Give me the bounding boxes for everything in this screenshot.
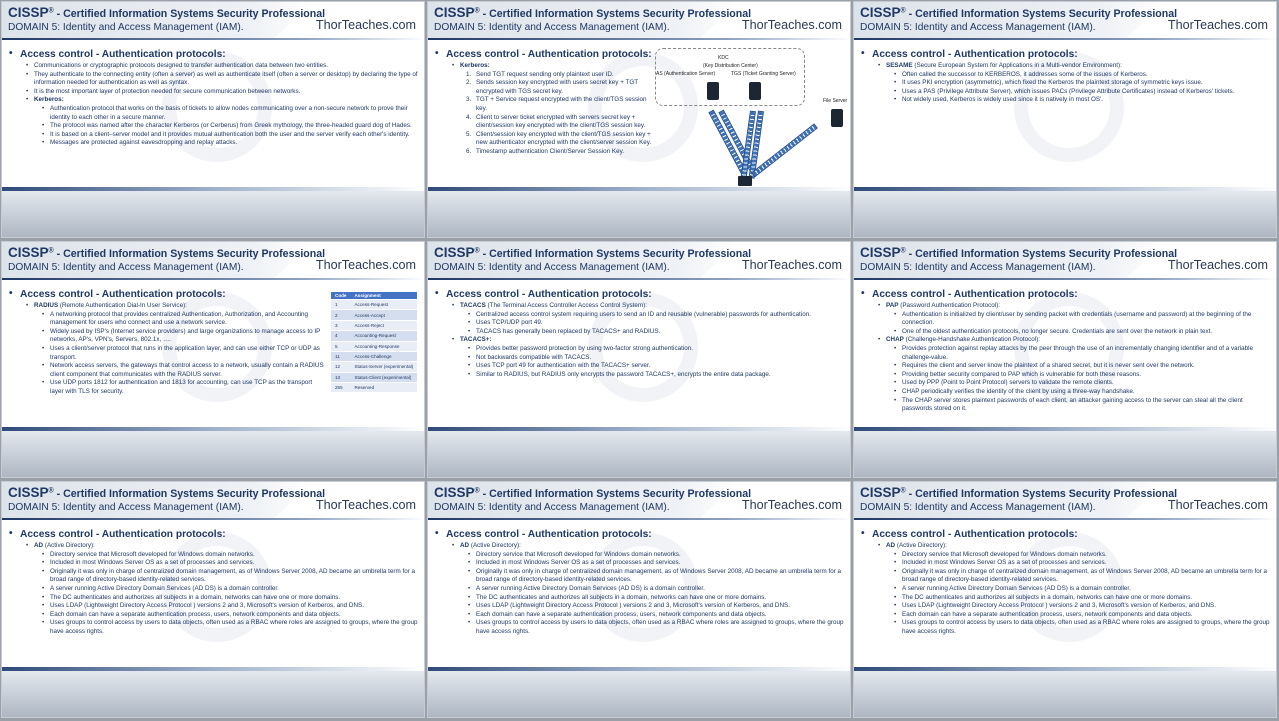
sub-bullet: • Similar to RADIUS, but RADIUS only encrypts the password TACACS+, encrypts the entire data package. — [476, 371, 846, 380]
client-laptop-icon — [738, 176, 752, 186]
sub-bullet: • It is based on a client–server model and it provides mutual authentication both the user and the server verify each other's identity. — [50, 131, 420, 140]
sub-bullet: • A networking protocol that provides centralized Authentication, Authorization, and Accounting management for users who connect and use a network service. — [50, 311, 326, 328]
radius-codes-table — [331, 292, 417, 392]
step: 1. Send TGT request sending only plaintext user ID. — [466, 70, 614, 78]
sub-bullet: • A server running Active Directory Domain Services (AD DS) is a domain controller. — [476, 585, 846, 594]
bullet-kerberos: • Kerberos: • Authentication protocol that works on the basis of tickets to allow nodes communicating over a non-secure network to prove their identity to each other in a secure manner. • The protocol was named after the character Kerberos (or Cerberus) from Greek mythology, the three-headed guard dog of Hades. • It is based on a client–server model and it provides mutual authentication both the user and the server verify each other's identity. • Messages are protected against eavesdropping and replay attacks. — [34, 96, 420, 148]
sub-bullet: • Provides better password protection by using two-factor strong authentication. — [476, 345, 846, 354]
slide-title: CISSP® - Certified Information Systems Security Professional — [8, 485, 326, 500]
brand-name: ThorTeaches.com — [1167, 258, 1268, 272]
file-server-label: File Server — [823, 98, 848, 104]
sub-bullet: • Use UDP ports 1812 for authentication and 1813 for accounting, can use TCP as the transport layer with TLS for security. — [50, 379, 326, 396]
bullet-pap: • PAP (Password Authentication Protocol): • Authentication is initialized by client/user by sending packet with credentials (username and password) at the beginning of the connection. • One of the oldest authentication protocols, no longer secure. Credentials are sent over the network in plain text. — [886, 302, 1272, 336]
slide-title: CISSP® - Certified Information Systems Security Professional — [434, 5, 752, 20]
step: 4. Client to server ticket encrypted with servers secret key + client/session key encrypted with the client/TGS session key. — [466, 113, 646, 130]
slide-subtitle: DOMAIN 5: Identity and Access Management (IAM). — [860, 22, 1096, 33]
sub-bullet: • Each domain can have a separate authentication process, users, network components and data objects. — [902, 611, 1272, 620]
sub-bullet: • Uses a PAS (Privilege Attribute Server), which issues PACs (Privilege Attribute Certificates) instead of Kerberos' tickets. — [902, 88, 1272, 97]
bullet-chap: • CHAP (Challenge-Handshake Authentication Protocol): • Provides protection against replay attacks by the peer through the use of an incrementally changing identifier and of a variable challenge-value. • Requires the client and server know the plaintext of a shared secret, but it is never sent over the network. • Providing better security compared to PAP which is vulnerable for both these reasons. • Used by PPP (Point to Point Protocol) servers to validate the remote clients. • CHAP periodically verifies the identity of the client by using a three-way handshake. • The CHAP server stores plaintext passwords of each client, an attacker gaining access to the server can steal all the client passwords stored on it. — [886, 336, 1272, 413]
slide-sesame[interactable] — [853, 1, 1277, 238]
sub-bullet: • Providing better security compared to PAP which is vulnerable for both these reasons. — [902, 371, 1272, 380]
sub-bullet: • Originally it was only in charge of centralized domain management, as of Windows Server 2008, AD became an umbrella term for a broad range of directory-based identity-related services. — [50, 568, 420, 585]
header-divider — [854, 278, 1277, 280]
sub-bullet: • Uses TCP/UDP port 49. — [476, 319, 846, 328]
header-divider — [854, 38, 1277, 40]
slide-footer — [428, 187, 851, 237]
slide-active-directory[interactable] — [427, 481, 851, 718]
slide-active-directory[interactable] — [853, 481, 1277, 718]
slide-subtitle: DOMAIN 5: Identity and Access Management (IAM). — [860, 502, 1096, 513]
slide-heading: • Access control - Authentication protocols: — [860, 49, 1272, 60]
slide-kerberos-steps[interactable] — [427, 1, 851, 238]
slide-heading: • Access control - Authentication protocols: — [434, 289, 846, 300]
bullet-ad: • AD (Active Directory): • Directory service that Microsoft developed for Windows domain networks. • Included in most Windows Server OS as a set of processes and services. • Originally it was only in charge of centralized domain management, as of Windows Server 2008, AD became an umbrella term for a broad range of directory-based identity-related services. • A server running Active Directory Domain Services (AD DS) is a domain controller. • The DC authenticates and authorizes all subjects in a domain, networks can have one or more domains. • Uses LDAP (Lightweight Directory Access Protocol ) versions 2 and 3, Microsoft's version of Kerberos, and DNS. • Each domain can have a separate authentication process, users, network components and data objects. • Uses groups to control access by users to data objects, often used as a RBAC where roles are assigned to groups, where the group have access rights. — [886, 542, 1272, 637]
sub-bullet: • Each domain can have a separate authentication process, users, network components and data objects. — [476, 611, 846, 620]
table-header-code: Code — [331, 292, 350, 300]
sub-bullet: • Often called the successor to KERBEROS, it addresses some of the issues of Kerberos. — [902, 71, 1272, 80]
sub-bullet: • The DC authenticates and authorizes all subjects in a domain, networks can have one or more domains. — [476, 594, 846, 603]
sub-bullet: • Requires the client and server know the plaintext of a shared secret, but it is never sent over the network. — [902, 362, 1272, 371]
sub-bullet: • Directory service that Microsoft developed for Windows domain networks. — [50, 551, 420, 560]
sub-bullet: • Not backwards compatible with TACACS. — [476, 354, 846, 363]
sub-bullet: • CHAP periodically verifies the identity of the client by using a three-way handshake. — [902, 388, 1272, 397]
bullet-ad: • AD (Active Directory): • Directory service that Microsoft developed for Windows domain networks. • Included in most Windows Server OS as a set of processes and services. • Originally it was only in charge of centralized domain management, as of Windows Server 2008, AD became an umbrella term for a broad range of directory-based identity-related services. • A server running Active Directory Domain Services (AD DS) is a domain controller. • The DC authenticates and authorizes all subjects in a domain, networks can have one or more domains. • Uses LDAP (Lightweight Directory Access Protocol ) versions 2 and 3, Microsoft's version of Kerberos, and DNS. • Each domain can have a separate authentication process, users, network components and data objects. • Uses groups to control access by users to data objects, often used as a RBAC where roles are assigned to groups, where the group have access rights. — [34, 542, 420, 637]
tgs-label: TGS (Ticket Granting Server) — [731, 71, 796, 77]
slide-radius[interactable] — [1, 241, 425, 478]
brand-name: ThorTeaches.com — [741, 18, 842, 32]
slide-subtitle: DOMAIN 5: Identity and Access Management (IAM). — [434, 22, 670, 33]
slide-footer — [854, 187, 1277, 237]
bullet: • They authenticate to the connecting entity (often a server) as well as authenticate itself (often a server or desktop) by declaring the type of information needed for authentication as well as syntax. — [34, 71, 420, 88]
sub-bullet: • One of the oldest authentication protocols, no longer secure. Credentials are sent over the network in plain text. — [902, 328, 1272, 337]
sub-bullet: • The DC authenticates and authorizes all subjects in a domain, networks can have one or more domains. — [902, 594, 1272, 603]
sub-bullet: • Uses LDAP (Lightweight Directory Access Protocol ) versions 2 and 3, Microsoft's version of Kerberos, and DNS. — [902, 602, 1272, 611]
slide-heading: • Access control - Authentication protocols: — [860, 529, 1272, 540]
brand-name: ThorTeaches.com — [315, 18, 416, 32]
tgs-server-icon — [749, 82, 761, 100]
sub-bullet: • Uses LDAP (Lightweight Directory Access Protocol ) versions 2 and 3, Microsoft's version of Kerberos, and DNS. — [50, 602, 420, 611]
sub-bullet: • The DC authenticates and authorizes all subjects in a domain, networks can have one or more domains. — [50, 594, 420, 603]
sub-bullet: • Messages are protected against eavesdropping and replay attacks. — [50, 139, 420, 148]
brand-name: ThorTeaches.com — [741, 498, 842, 512]
sub-bullet: • The CHAP server stores plaintext passwords of each client, an attacker gaining access to the server can steal all the client passwords stored on it. — [902, 397, 1272, 414]
step: 2. Sends session key encrypted with users secret key + TGT encrypted with TGS secret key. — [466, 79, 638, 95]
table-row: 13 Status-Client (experimental) — [331, 372, 417, 382]
slide-subtitle: DOMAIN 5: Identity and Access Management (IAM). — [8, 502, 244, 513]
brand-name: ThorTeaches.com — [315, 258, 416, 272]
sub-bullet: • A server running Active Directory Domain Services (AD DS) is a domain controller. — [50, 585, 420, 594]
sub-bullet: • Included in most Windows Server OS as a set of processes and services. — [476, 559, 846, 568]
slide-title: CISSP® - Certified Information Systems Security Professional — [860, 245, 1178, 260]
slide-heading: • Access control - Authentication protocols: — [8, 49, 420, 60]
slide-footer — [854, 667, 1277, 717]
table-row: 1 Access-Request — [331, 300, 417, 310]
slide-subtitle: DOMAIN 5: Identity and Access Management (IAM). — [8, 22, 244, 33]
slide-footer — [2, 187, 425, 237]
slide-body — [8, 529, 420, 637]
as-server-icon — [707, 82, 719, 100]
kdc-full-label: (Key Distribution Center) — [703, 63, 758, 69]
kdc-box — [655, 48, 805, 106]
slide-body — [434, 49, 659, 157]
slide-footer — [2, 427, 425, 477]
header-divider — [428, 38, 851, 40]
sub-bullet: • Included in most Windows Server OS as a set of processes and services. — [50, 559, 420, 568]
sub-bullet: • Uses a client/server protocol that runs in the application layer, and can use either TCP or UDP as transport. — [50, 345, 326, 362]
sub-bullet: • It uses PKI encryption (asymmetric), which fixed the Kerberos the plaintext storage of symmetric keys issue. — [902, 79, 1272, 88]
slide-title: CISSP® - Certified Information Systems Security Professional — [434, 485, 752, 500]
header-divider — [854, 518, 1277, 520]
header-divider — [428, 278, 851, 280]
bullet-tacacs-plus: • TACACS+: • Provides better password protection by using two-factor strong authentication. • Not backwards compatible with TACACS. • Uses TCP port 49 for authentication with the TACACS+ server. • Similar to RADIUS, but RADIUS only encrypts the password TACACS+, encrypts the entire data package. — [460, 336, 846, 379]
bullet-radius: • RADIUS (Remote Authentication Dial-In User Service): • A networking protocol that provides centralized Authentication, Authorization, and Accounting management for users who connect and use a network service. • Widely used by ISP's (Internet service providers) and large organizations to manage access to IP networks, AP's, VPN's, Servers, 802.1x, …. • Uses a client/server protocol that runs in the application layer, and can use either TCP or UDP as transport. • Network access servers, the gateways that control access to a network, usually contain a RADIUS client component that communicates with the RADIUS server. • Use UDP ports 1812 for authentication and 1813 for accounting, can use TCP as the transport layer with TLS for security. — [34, 302, 326, 397]
brand-name: ThorTeaches.com — [315, 498, 416, 512]
table-row: 5 Accounting-Response — [331, 341, 417, 351]
step: 3. TGT + Service request encrypted with the client/TGS session key. — [466, 96, 647, 112]
sub-bullet: • A server running Active Directory Domain Services (AD DS) is a domain controller. — [902, 585, 1272, 594]
sub-bullet: • Uses LDAP (Lightweight Directory Access Protocol ) versions 2 and 3, Microsoft's version of Kerberos, and DNS. — [476, 602, 846, 611]
step: 5. Client/session key encrypted with the client/TGS session key + new authenticator encrypted with the client/server session Key. — [466, 130, 652, 147]
sub-bullet: • Provides protection against replay attacks by the peer through the use of an incrementally changing identifier and of a variable challenge-value. — [902, 345, 1272, 362]
slide-active-directory[interactable] — [1, 481, 425, 718]
slide-title: CISSP® - Certified Information Systems Security Professional — [860, 485, 1178, 500]
sub-bullet: • Network access servers, the gateways that control access to a network, usually contain a RADIUS client component that communicates with the RADIUS server. — [50, 362, 326, 379]
kerberos-diagram — [653, 48, 849, 198]
table-row: 2 Access-Accept — [331, 310, 417, 320]
bullet: • It is the most important layer of protection needed for secure communication between networks. — [34, 88, 420, 97]
table-row: 255 Reserved — [331, 383, 417, 393]
table-header-assignment: Assignment — [350, 292, 417, 300]
slide-body — [434, 289, 846, 379]
table-row: 12 Status-Server (experimental) — [331, 362, 417, 372]
sub-bullet: • Each domain can have a separate authentication process, users, network components and data objects. — [50, 611, 420, 620]
slide-heading: • Access control - Authentication protocols: — [434, 49, 659, 60]
sub-bullet: • Directory service that Microsoft developed for Windows domain networks. — [902, 551, 1272, 560]
slide-heading: • Access control - Authentication protocols: — [8, 289, 326, 300]
kdc-label: KDC — [718, 55, 729, 61]
slide-heading: • Access control - Authentication protocols: — [860, 289, 1272, 300]
sub-bullet: • Included in most Windows Server OS as a set of processes and services. — [902, 559, 1272, 568]
sub-bullet: • Not widely used, Kerberos is widely used since it is natively in most OS'. — [902, 96, 1272, 105]
table-row: 4 Accounting-Request — [331, 331, 417, 341]
sub-bullet: • Uses groups to control access by users to data objects, often used as a RBAC where roles are assigned to groups, where the group have access rights. — [50, 619, 420, 636]
sub-bullet: • Authentication is initialized by client/user by sending packet with credentials (username and password) at the beginning of the connection. — [902, 311, 1272, 328]
bullet-tacacs: • TACACS (The Terminal Access Controller Access Control System): • Centralized access control system requiring users to send an ID and reusable (vulnerable) passwords for authentication. • Uses TCP/UDP port 49. • TACACS has generally been replaced by TACACS+ and RADIUS. — [460, 302, 846, 336]
slide-subtitle: DOMAIN 5: Identity and Access Management (IAM). — [8, 262, 244, 273]
sub-bullet: • Centralized access control system requiring users to send an ID and reusable (vulnerable) passwords for authentication. — [476, 311, 846, 320]
slide-subtitle: DOMAIN 5: Identity and Access Management (IAM). — [434, 502, 670, 513]
slide-footer — [2, 667, 425, 717]
slide-body — [434, 529, 846, 637]
sub-bullet: • Originally it was only in charge of centralized domain management, as of Windows Server 2008, AD became an umbrella term for a broad range of directory-based identity-related services. — [902, 568, 1272, 585]
slide-title: CISSP® - Certified Information Systems Security Professional — [860, 5, 1178, 20]
slide-body — [8, 49, 420, 148]
arrow-client-fileserver — [751, 123, 818, 177]
slide-pap-chap[interactable] — [853, 241, 1277, 478]
sub-bullet: • Uses groups to control access by users to data objects, often used as a RBAC where roles are assigned to groups, where the group have access rights. — [476, 619, 846, 636]
slide-heading: • Access control - Authentication protocols: — [434, 529, 846, 540]
sub-bullet: • TACACS has generally been replaced by TACACS+ and RADIUS. — [476, 328, 846, 337]
slide-body — [860, 289, 1272, 414]
sub-bullet: • Uses TCP port 49 for authentication with the TACACS+ server. — [476, 362, 846, 371]
slide-footer — [428, 667, 851, 717]
brand-name: ThorTeaches.com — [741, 258, 842, 272]
bullet: • Communications or cryptographic protocols designed to transfer authentication data between two entities. — [34, 62, 420, 71]
slide-body — [8, 289, 326, 397]
sub-bullet: • Directory service that Microsoft developed for Windows domain networks. — [476, 551, 846, 560]
table-row: 11 Access-Challenge — [331, 351, 417, 361]
slide-tacacs[interactable] — [427, 241, 851, 478]
step: 6. Timestamp authentication Client/Server Session Key. — [466, 147, 625, 155]
slide-authentication-intro[interactable] — [1, 1, 425, 238]
header-divider — [2, 38, 425, 40]
slide-body — [860, 49, 1272, 105]
as-label: AS (Authentication Server) — [656, 71, 716, 77]
table-row: 3 Access-Reject — [331, 320, 417, 330]
sub-bullet: • Used by PPP (Point to Point Protocol) servers to validate the remote clients. — [902, 379, 1272, 388]
sub-bullet: • Authentication protocol that works on the basis of tickets to allow nodes communicating over a non-secure network to prove their identity to each other in a secure manner. — [50, 105, 420, 122]
slide-footer — [854, 427, 1277, 477]
slide-subtitle: DOMAIN 5: Identity and Access Management (IAM). — [860, 262, 1096, 273]
slide-footer — [428, 427, 851, 477]
slide-heading: • Access control - Authentication protocols: — [8, 529, 420, 540]
file-server-icon — [831, 109, 843, 127]
header-divider — [428, 518, 851, 520]
header-divider — [2, 518, 425, 520]
brand-name: ThorTeaches.com — [1167, 18, 1268, 32]
slide-title: CISSP® - Certified Information Systems Security Professional — [8, 245, 326, 260]
sub-bullet: • Widely used by ISP's (Internet service providers) and large organizations to manage access to IP networks, AP's, VPN's, Servers, 802.1x, …. — [50, 328, 326, 345]
header-divider — [2, 278, 425, 280]
slide-subtitle: DOMAIN 5: Identity and Access Management (IAM). — [434, 262, 670, 273]
bullet-kerberos: • Kerberos: 1. Send TGT request sending only plaintext user ID. 2. Sends session key encrypted with users secret key + TGT encrypted with TGS secret key. 3. TGT + Service request encrypted with the client/TGS session key. 4. Client to server ticket encrypted with servers secret key + client/session key encrypted with the client/TGS session key. 5. Client/session key encrypted with the client/TGS session key + new authenticator encrypted with the client/server session Key. 6. Timestamp authentication Client/Server Session Key. — [460, 62, 659, 157]
slide-body — [860, 529, 1272, 637]
bullet-ad: • AD (Active Directory): • Directory service that Microsoft developed for Windows domain networks. • Included in most Windows Server OS as a set of processes and services. • Originally it was only in charge of centralized domain management, as of Windows Server 2008, AD became an umbrella term for a broad range of directory-based identity-related services. • A server running Active Directory Domain Services (AD DS) is a domain controller. • The DC authenticates and authorizes all subjects in a domain, networks can have one or more domains. • Uses LDAP (Lightweight Directory Access Protocol ) versions 2 and 3, Microsoft's version of Kerberos, and DNS. • Each domain can have a separate authentication process, users, network components and data objects. • Uses groups to control access by users to data objects, often used as a RBAC where roles are assigned to groups, where the group have access rights. — [460, 542, 846, 637]
slide-title: CISSP® - Certified Information Systems Security Professional — [434, 245, 752, 260]
sub-bullet: • Originally it was only in charge of centralized domain management, as of Windows Server 2008, AD became an umbrella term for a broad range of directory-based identity-related services. — [476, 568, 846, 585]
sub-bullet: • Uses groups to control access by users to data objects, often used as a RBAC where roles are assigned to groups, where the group have access rights. — [902, 619, 1272, 636]
sub-bullet: • The protocol was named after the character Kerberos (or Cerberus) from Greek mythology, the three-headed guard dog of Hades. — [50, 122, 420, 131]
slide-title: CISSP® - Certified Information Systems Security Professional — [8, 5, 326, 20]
bullet-sesame: • SESAME (Secure European System for Applications in a Multi-vendor Environment): • Often called the successor to KERBEROS, it addresses some of the issues of Kerberos. • It uses PKI encryption (asymmetric), which fixed the Kerberos the plaintext storage of symmetric keys issue. • Uses a PAS (Privilege Attribute Server), which issues PACs (Privilege Attribute Certificates) instead of Kerberos' tickets. • Not widely used, Kerberos is widely used since it is natively in most OS'. — [886, 62, 1272, 105]
brand-name: ThorTeaches.com — [1167, 498, 1268, 512]
